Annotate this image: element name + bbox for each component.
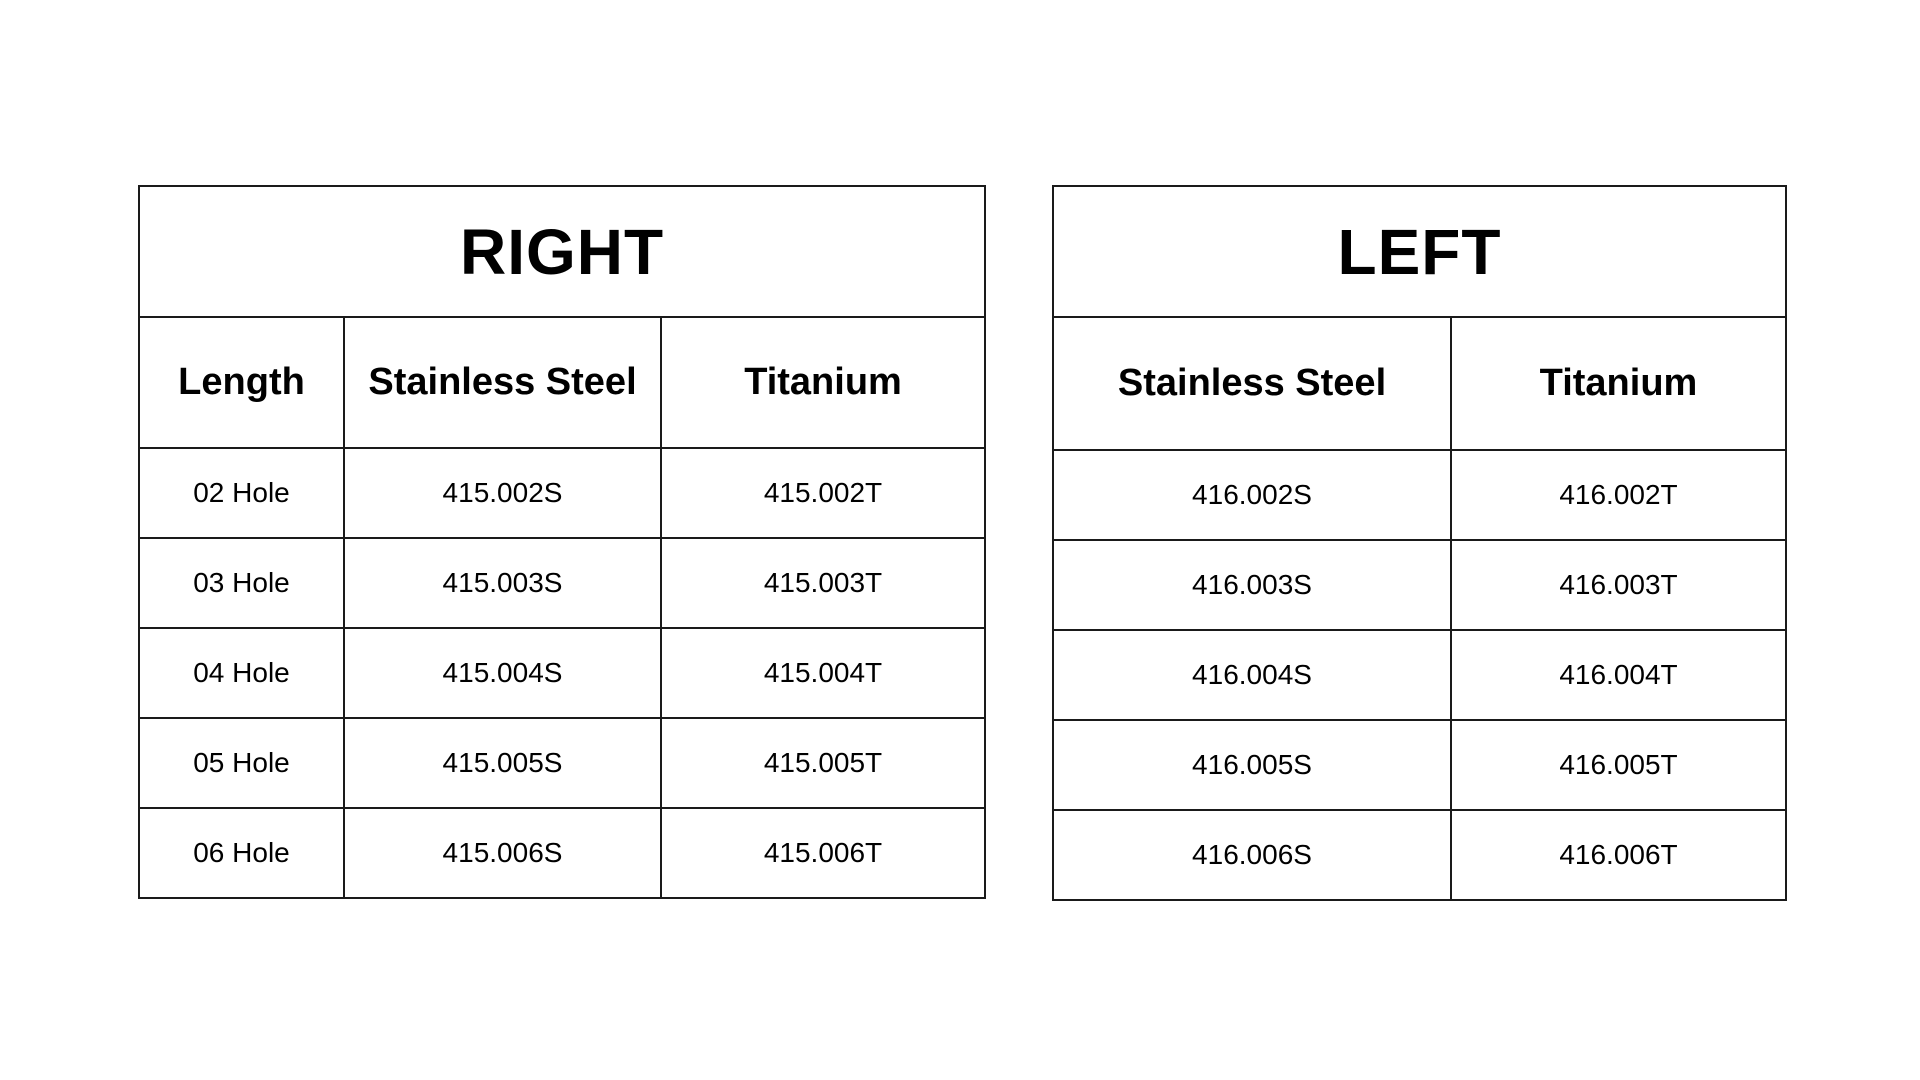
stainless-steel-cell: 416.003S — [1053, 540, 1451, 630]
column-header-length: Length — [139, 317, 344, 448]
column-header-titanium: Titanium — [661, 317, 985, 448]
titanium-cell: 415.004T — [661, 628, 985, 718]
right-table-title: RIGHT — [139, 186, 985, 317]
stainless-steel-cell: 416.006S — [1053, 810, 1451, 900]
titanium-cell: 416.002T — [1451, 450, 1786, 540]
titanium-cell: 415.005T — [661, 718, 985, 808]
length-cell: 04 Hole — [139, 628, 344, 718]
right-table-header-row — [139, 317, 985, 448]
left-table-header-row — [1053, 317, 1786, 450]
table-row — [1053, 630, 1786, 720]
column-header-stainless-steel: Stainless Steel — [344, 317, 661, 448]
left-table-title-row — [1053, 186, 1786, 317]
left-table-title: LEFT — [1053, 186, 1786, 317]
stainless-steel-cell: 415.004S — [344, 628, 661, 718]
titanium-cell: 415.006T — [661, 808, 985, 898]
titanium-cell: 416.003T — [1451, 540, 1786, 630]
stainless-steel-cell: 415.003S — [344, 538, 661, 628]
stainless-steel-cell: 415.005S — [344, 718, 661, 808]
stainless-steel-cell: 416.005S — [1053, 720, 1451, 810]
table-row — [1053, 540, 1786, 630]
titanium-cell: 416.004T — [1451, 630, 1786, 720]
right-table — [138, 185, 986, 899]
length-cell: 06 Hole — [139, 808, 344, 898]
table-row — [139, 808, 985, 898]
column-header-titanium: Titanium — [1451, 317, 1786, 450]
stainless-steel-cell: 416.004S — [1053, 630, 1451, 720]
titanium-cell: 415.003T — [661, 538, 985, 628]
stainless-steel-cell: 415.006S — [344, 808, 661, 898]
column-header-stainless-steel: Stainless Steel — [1053, 317, 1451, 450]
titanium-cell: 416.005T — [1451, 720, 1786, 810]
right-table-title-row — [139, 186, 985, 317]
table-row — [1053, 720, 1786, 810]
stainless-steel-cell: 416.002S — [1053, 450, 1451, 540]
table-row — [1053, 450, 1786, 540]
table-row — [1053, 810, 1786, 900]
table-row — [139, 718, 985, 808]
length-cell: 03 Hole — [139, 538, 344, 628]
left-table — [1052, 185, 1787, 901]
table-row — [139, 538, 985, 628]
table-row — [139, 448, 985, 538]
length-cell: 02 Hole — [139, 448, 344, 538]
titanium-cell: 415.002T — [661, 448, 985, 538]
length-cell: 05 Hole — [139, 718, 344, 808]
stainless-steel-cell: 415.002S — [344, 448, 661, 538]
table-row — [139, 628, 985, 718]
titanium-cell: 416.006T — [1451, 810, 1786, 900]
